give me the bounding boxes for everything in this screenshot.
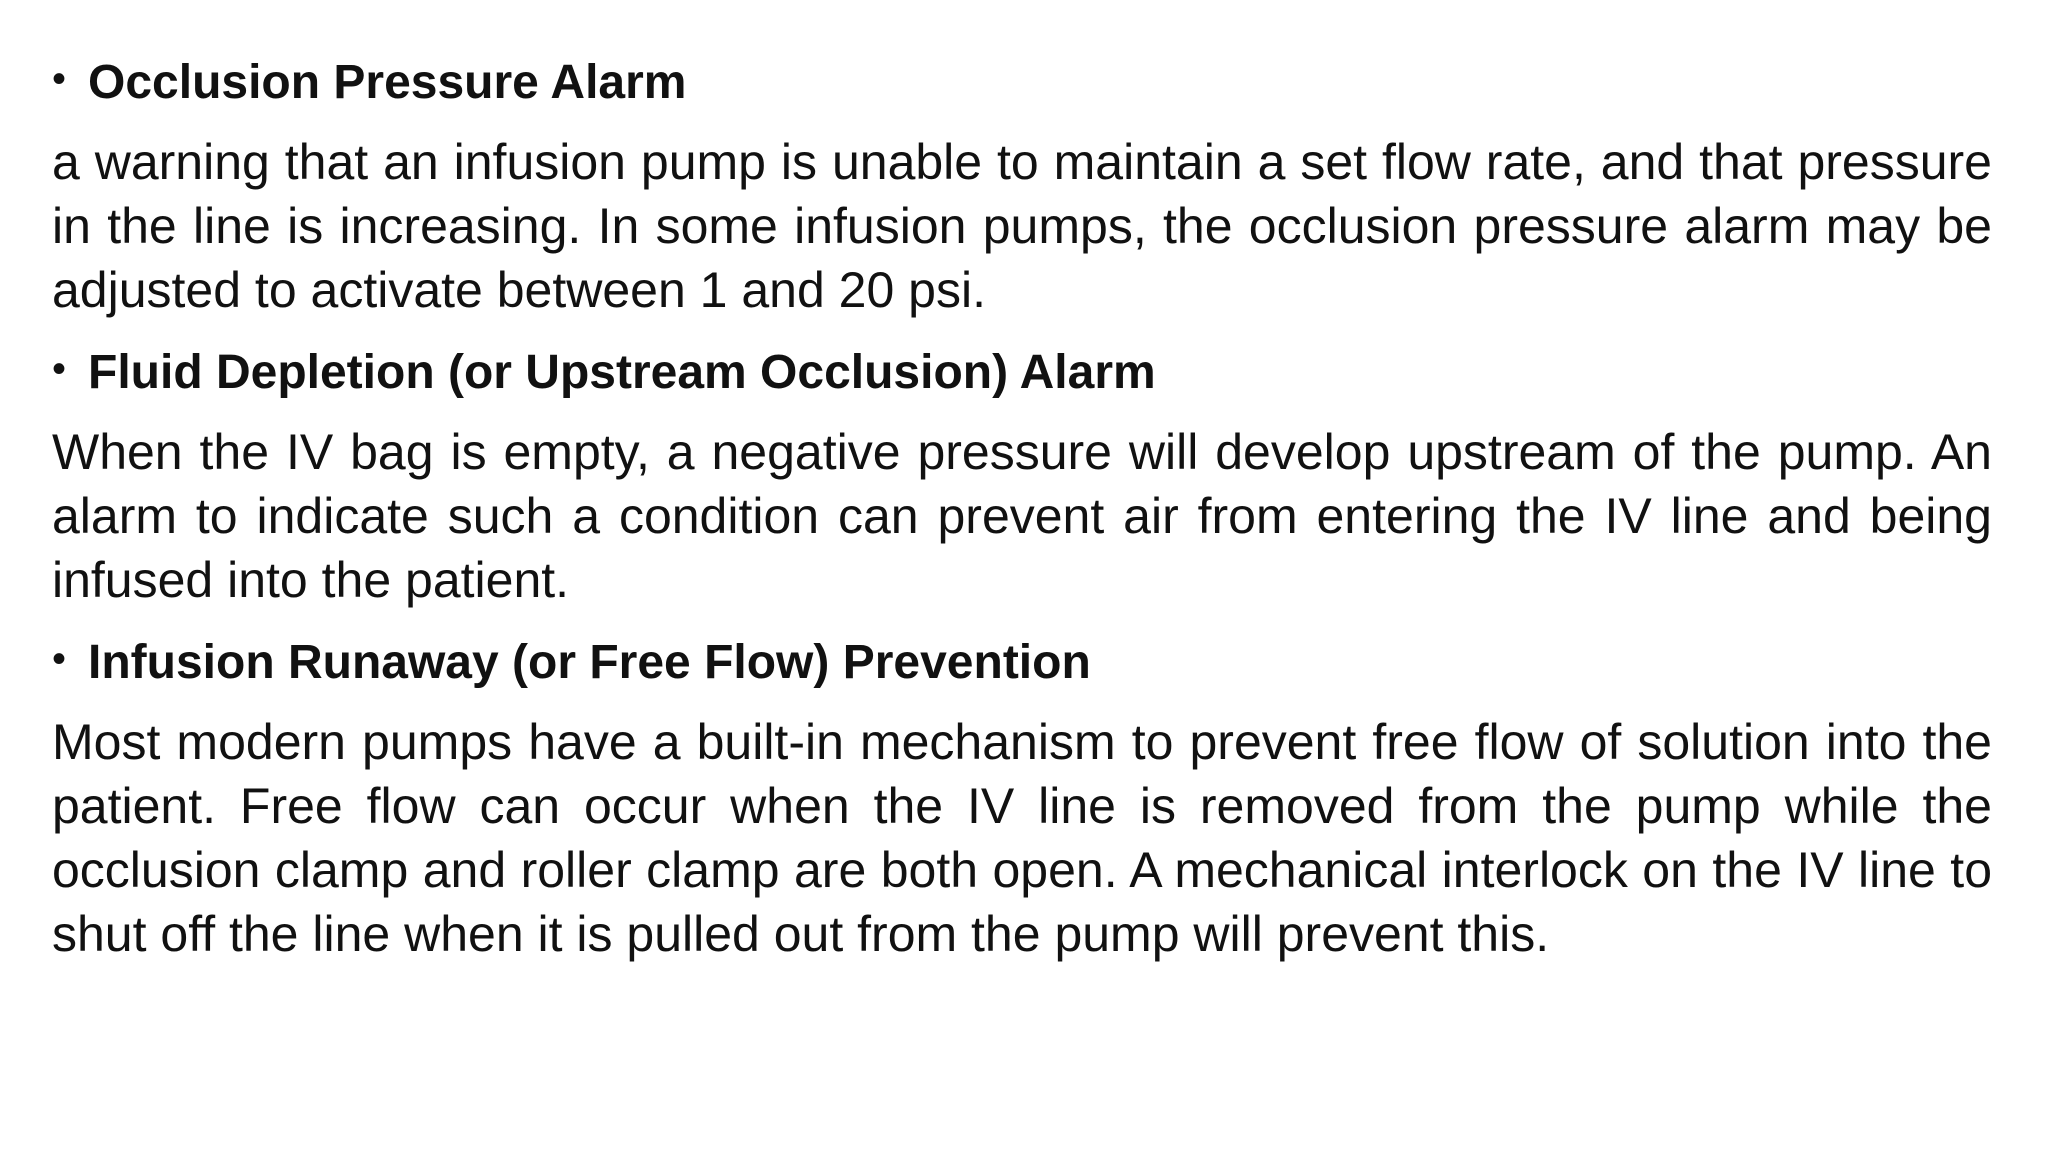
section-body-text: When the IV bag is empty, a negative pressure will develop upstream of the pump. An alarm to indicate such a condition can prevent air from entering the IV line and being infused into the patient. (52, 424, 1992, 608)
section-heading (52, 628, 1992, 698)
bullet-icon: • (52, 637, 67, 681)
section-infusion-runaway-prevention (52, 628, 1992, 966)
heading-text: Infusion Runaway (or Free Flow) Prevention (88, 636, 1091, 689)
section-fluid-depletion-alarm (52, 338, 1992, 612)
heading-text: Occlusion Pressure Alarm (88, 56, 687, 109)
section-body-text: Most modern pumps have a built-in mechanism to prevent free flow of solution into the patient. Free flow can occur when the IV line is removed from the pump while the occlusion clamp and roller clamp are both open. A mechanical interlock on the IV line to shut off the line when it is pulled out from the pump will prevent this. (52, 714, 1992, 962)
section-occlusion-pressure-alarm (52, 48, 1992, 322)
section-heading (52, 48, 1992, 118)
section-heading (52, 338, 1992, 408)
section-body-text: a warning that an infusion pump is unable to maintain a set flow rate, and that pressure in the line is increasing. In some infusion pumps, the occlusion pressure alarm may be adjusted to activate between 1 and 20 psi. (52, 134, 1992, 318)
heading-text: Fluid Depletion (or Upstream Occlusion) Alarm (88, 346, 1156, 399)
slide-content (52, 48, 1992, 1108)
bullet-icon: • (52, 57, 67, 101)
bullet-icon: • (52, 347, 67, 391)
